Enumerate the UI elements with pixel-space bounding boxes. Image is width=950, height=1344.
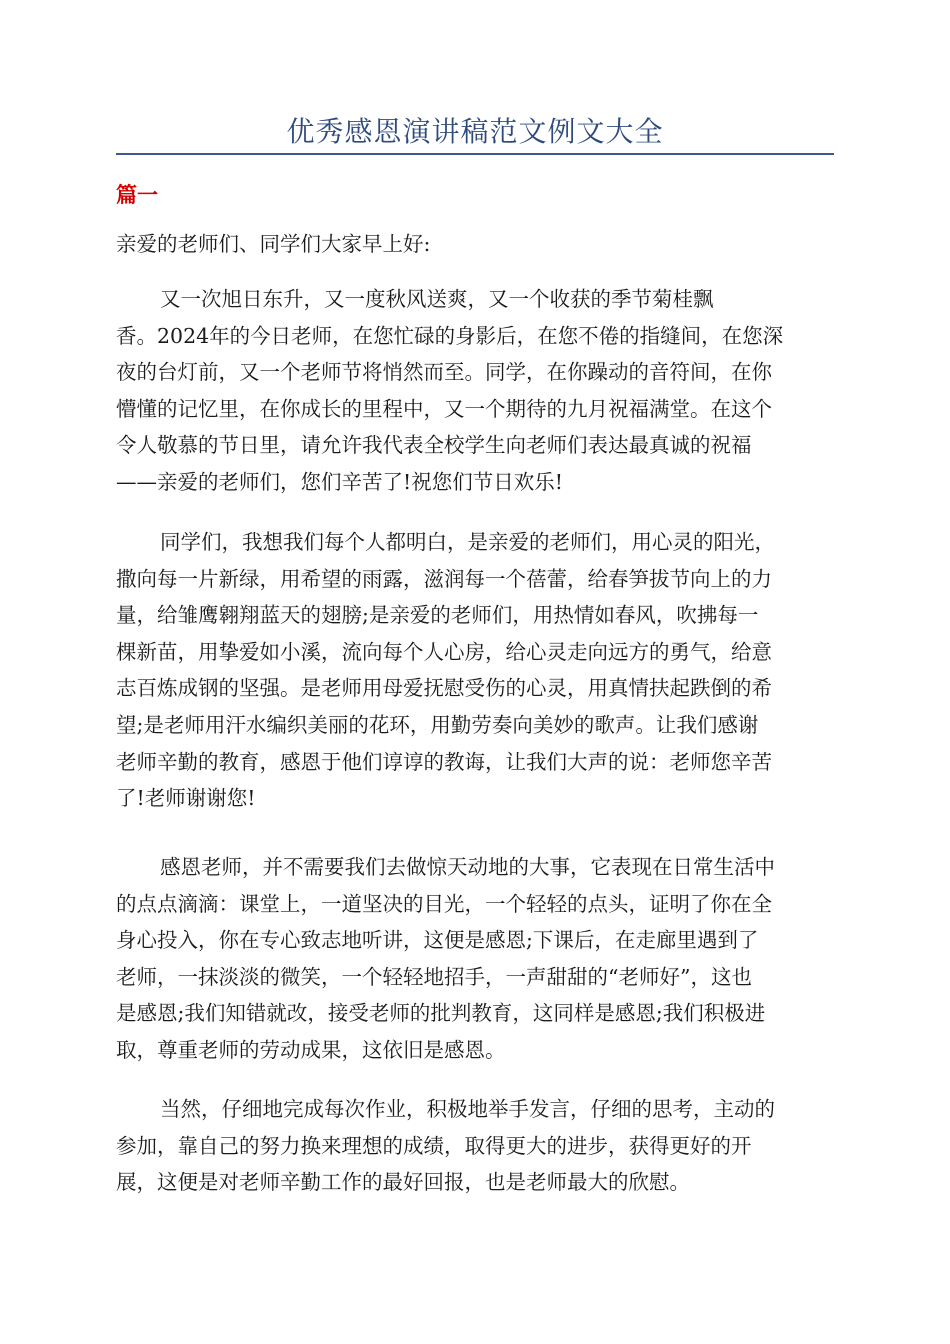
paragraph-line: 志百炼成钢的坚强。是老师用母爱抚慰受伤的心灵，用真情扶起跌倒的希	[116, 676, 772, 701]
paragraph-line: 身心投入，你在专心致志地听讲，这便是感恩;下课后，在走廊里遇到了	[116, 928, 759, 953]
paragraph-4	[116, 1091, 834, 1201]
paragraph-line: 参加，靠自己的努力换来理想的成绩，取得更大的进步，获得更好的开	[116, 1133, 752, 1158]
paragraph-line: 懵懂的记忆里，在你成长的里程中，又一个期待的九月祝福满堂。在这个	[116, 396, 772, 421]
greeting-line: 亲爱的老师们、同学们大家早上好:	[116, 232, 431, 256]
paragraph-line: 同学们，我想我们每个人都明白，是亲爱的老师们，用心灵的阳光，	[160, 530, 775, 554]
paragraph-3	[116, 849, 834, 1069]
paragraph-2	[116, 524, 834, 817]
paragraph-line: 取，尊重老师的劳动成果，这依旧是感恩。	[116, 1037, 506, 1062]
paragraph-line: 的点点滴滴：课堂上，一道坚决的目光，一个轻轻的点头，证明了你在全	[116, 891, 772, 916]
paragraph-line: 令人敬慕的节日里，请允许我代表全校学生向老师们表达最真诚的祝福	[116, 433, 752, 458]
paragraph-line: 香。2024年的今日老师，在您忙碌的身影后，在您不倦的指缝间，在您深	[116, 323, 784, 348]
paragraph-line: 老师辛勤的教育，感恩于他们谆谆的教诲，让我们大声的说：老师您辛苦	[116, 749, 772, 774]
paragraph-line: 又一次旭日东升，又一度秋风送爽，又一个收获的季节菊桂飘	[160, 287, 714, 311]
paragraph-1	[116, 281, 834, 501]
paragraph-line: ——亲爱的老师们，您们辛苦了!祝您们节日欢乐!	[116, 469, 563, 494]
paragraph-line: 感恩老师，并不需要我们去做惊天动地的大事，它表现在日常生活中	[160, 855, 775, 879]
paragraph-line: 了!老师谢谢您!	[116, 786, 256, 811]
paragraph-line: 夜的台灯前，又一个老师节将悄然而至。同学，在你躁动的音符间，在你	[116, 360, 772, 385]
section-heading: 篇一	[116, 183, 158, 207]
paragraph-line: 展，这便是对老师辛勤工作的最好回报，也是老师最大的欣慰。	[116, 1170, 690, 1195]
paragraph-line: 棵新苗，用挚爱如小溪，流向每个人心房，给心灵走向远方的勇气，给意	[116, 639, 772, 664]
paragraph-line: 撒向每一片新绿，用希望的雨露，滋润每一个蓓蕾，给春笋拔节向上的力	[116, 566, 772, 591]
paragraph-line: 望;是老师用汗水编织美丽的花环，用勤劳奏向美妙的歌声。让我们感谢	[116, 712, 759, 737]
paragraph-line: 老师，一抹淡淡的微笑，一个轻轻地招手，一声甜甜的“老师好”，这也	[116, 964, 752, 989]
paragraph-line: 量，给雏鹰翱翔蓝天的翅膀;是亲爱的老师们，用热情如春风，吹拂每一	[116, 603, 759, 628]
document-title: 优秀感恩演讲稿范文例文大全	[286, 115, 664, 148]
paragraph-line: 是感恩;我们知错就改，接受老师的批判教育，这同样是感恩;我们积极进	[116, 1001, 766, 1026]
title-underline	[116, 153, 834, 155]
paragraph-line: 当然，仔细地完成每次作业，积极地举手发言，仔细的思考，主动的	[160, 1097, 775, 1121]
